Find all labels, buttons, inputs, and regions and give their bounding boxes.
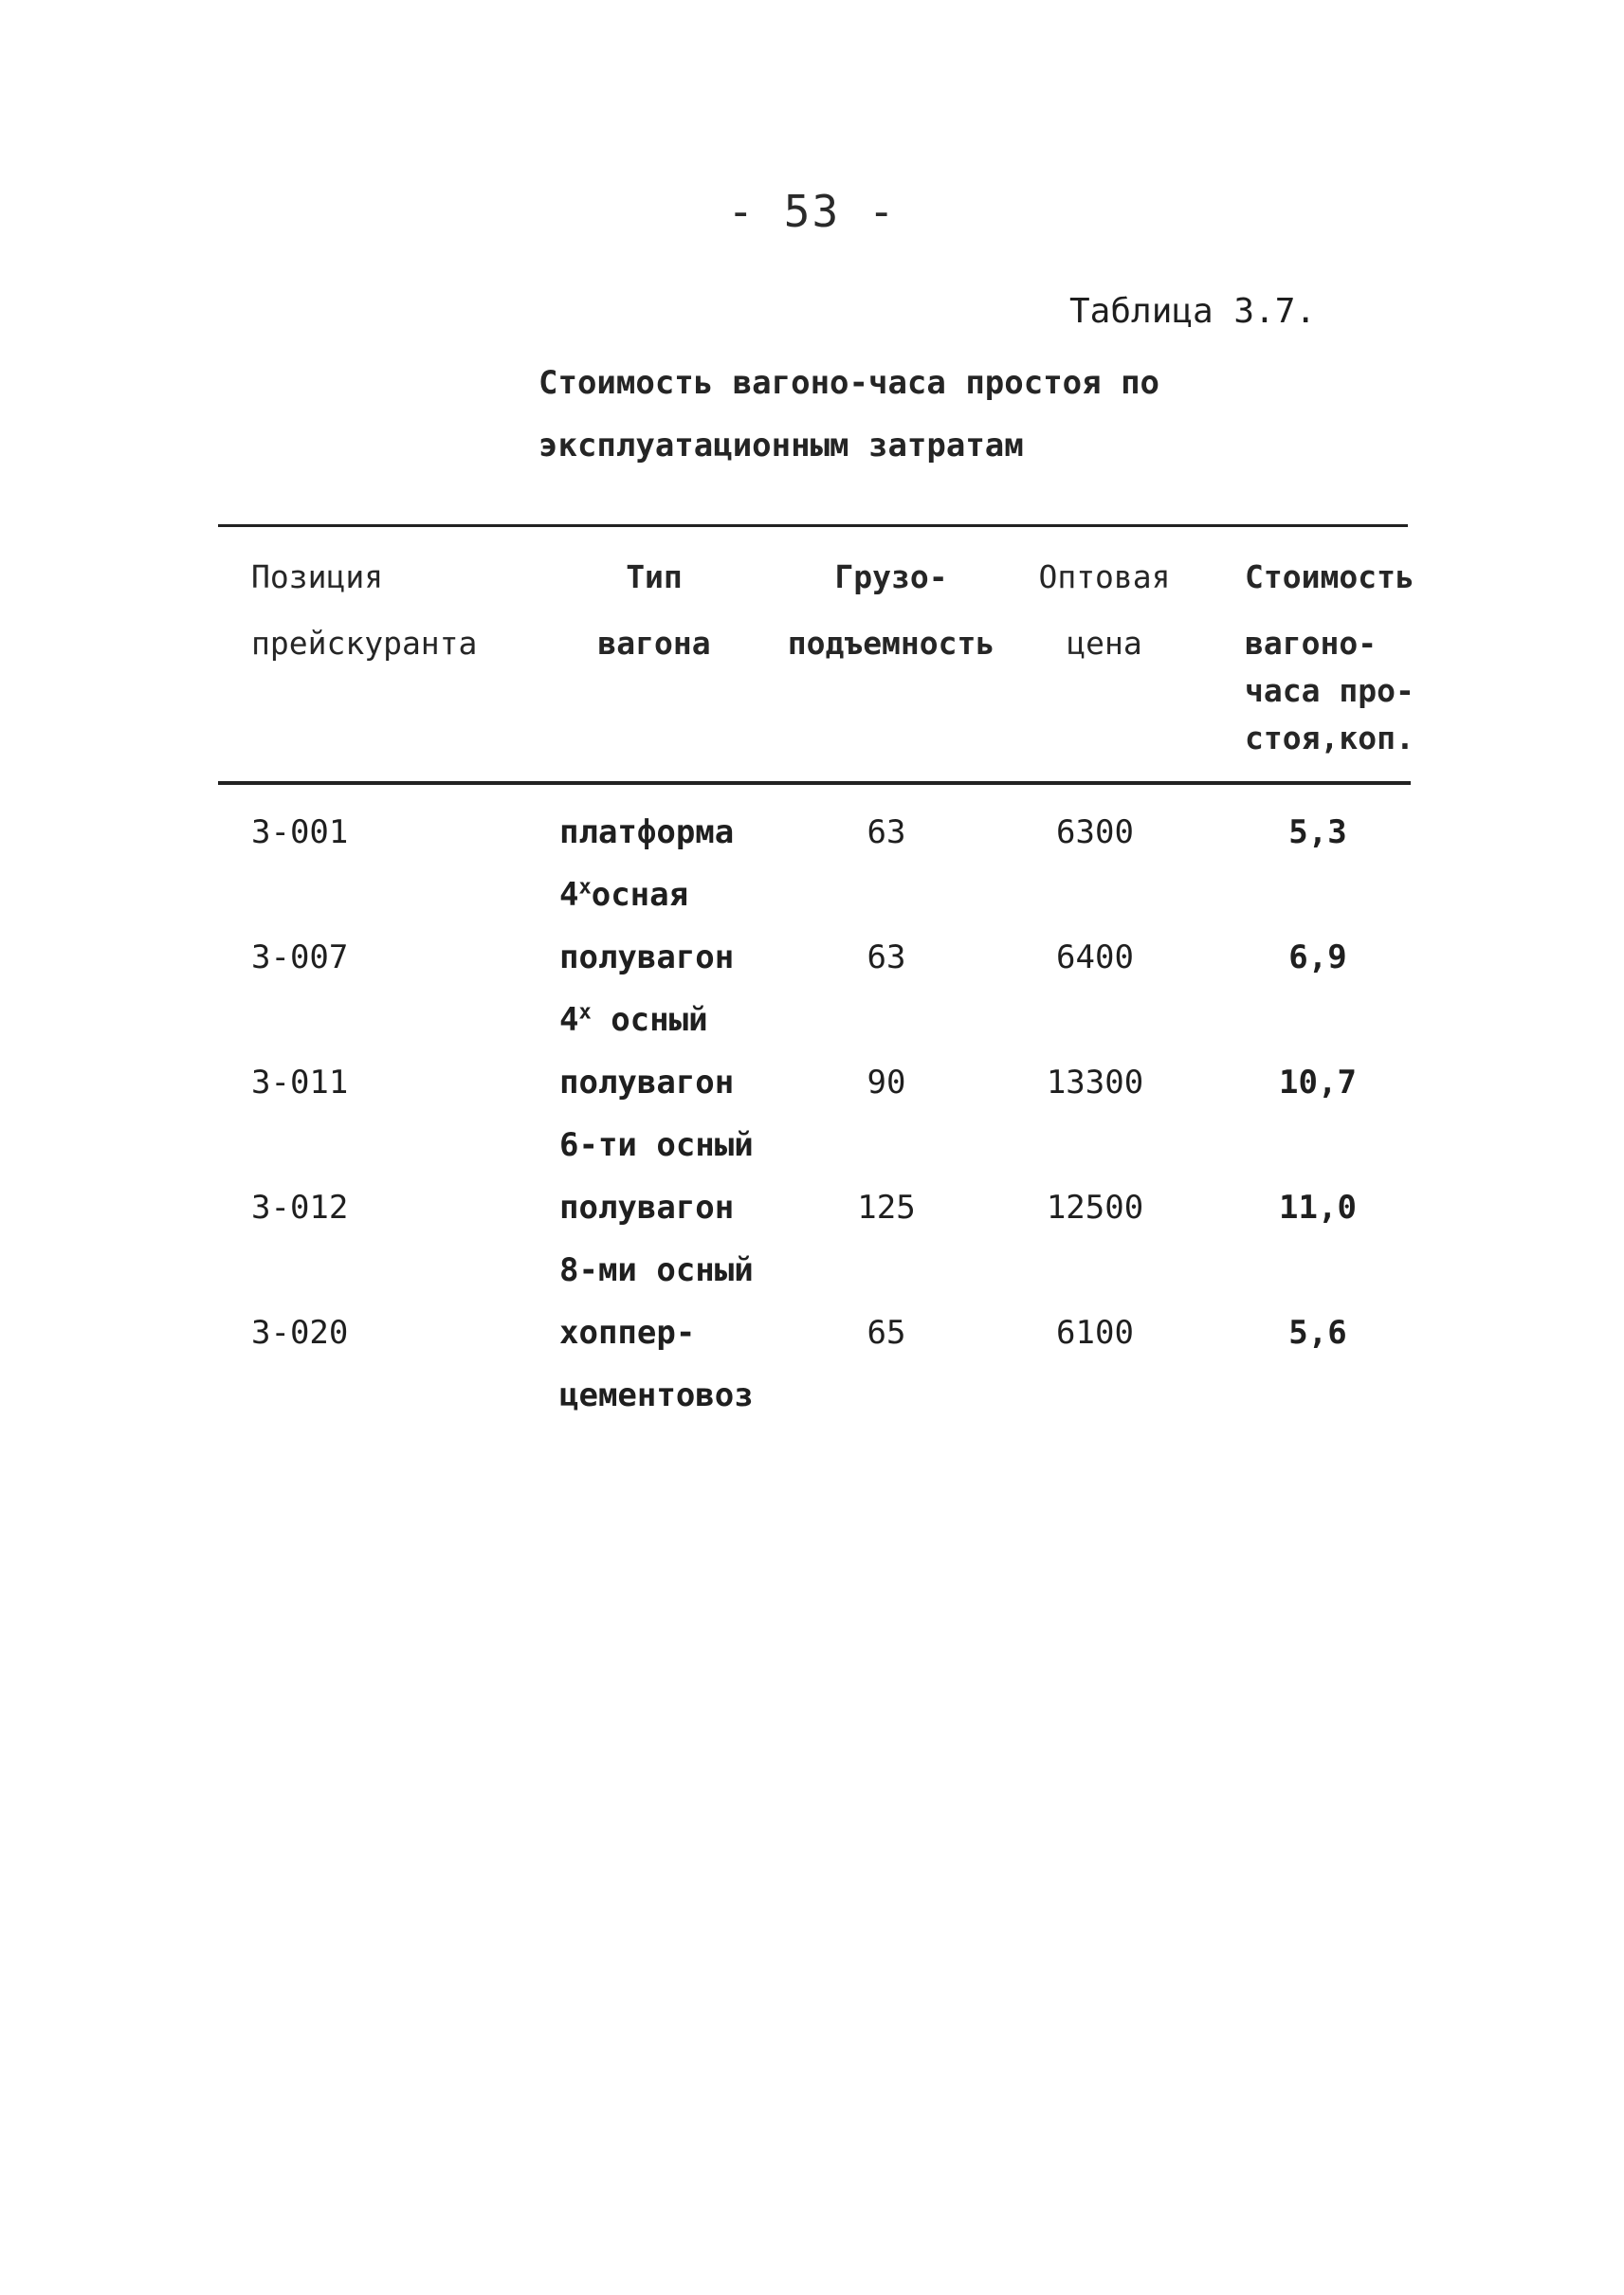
table-caption-line-2: эксплуатационным затратам (538, 427, 1024, 464)
cell-cost: 5,6 (1288, 1314, 1347, 1352)
cell-type-superscript: х (578, 875, 592, 900)
cell-price: 12500 (1046, 1189, 1144, 1227)
cell-capacity: 63 (867, 813, 906, 851)
cell-cost: 11,0 (1279, 1189, 1357, 1227)
cell-type-line-2 (559, 864, 688, 926)
cell-type-line-1: полувагон (559, 1189, 735, 1227)
cell-price: 6100 (1056, 1314, 1134, 1352)
cell-position: 3-007 (251, 938, 349, 976)
cell-type-axle-count: 4 (559, 876, 579, 914)
cell-type-line-2 (559, 1239, 754, 1302)
cell-cost: 10,7 (1279, 1064, 1357, 1102)
cell-price: 13300 (1046, 1064, 1144, 1102)
cell-type-suffix: цементовоз (559, 1376, 754, 1414)
cell-cost: 6,9 (1288, 938, 1347, 976)
cell-capacity: 125 (857, 1189, 916, 1227)
header-type: Тип вагона (597, 558, 711, 662)
cell-type-suffix: осный (591, 1001, 708, 1039)
header-position: Позиция прейскуранта (251, 558, 478, 662)
cell-type-line-1: полувагон (559, 1064, 735, 1102)
cell-type-axle-count: 4 (559, 1001, 579, 1039)
table-header-rule (218, 781, 1411, 785)
cell-type-suffix: осная (591, 876, 689, 914)
cell-position: 3-020 (251, 1314, 349, 1352)
cell-type-line-1: полувагон (559, 938, 735, 976)
cell-price: 6400 (1056, 938, 1134, 976)
table-caption-line-1: Стоимость вагоно-часа простоя по (538, 364, 1160, 402)
cell-type-superscript: х (578, 1000, 592, 1025)
cell-capacity: 65 (867, 1314, 906, 1352)
header-price: Оптовая цена (1038, 558, 1171, 662)
cell-price: 6300 (1056, 813, 1134, 851)
cell-cost: 5,3 (1288, 813, 1347, 851)
cell-position: 3-001 (251, 813, 349, 851)
cell-type-line-2 (559, 1114, 754, 1176)
cell-position: 3-011 (251, 1064, 349, 1102)
cell-type-suffix: 8-ми осный (559, 1251, 754, 1289)
cell-type-line-2 (559, 1364, 754, 1427)
cell-capacity: 63 (867, 938, 906, 976)
table-label: Таблица 3.7. (1069, 292, 1317, 331)
cell-position: 3-012 (251, 1189, 349, 1227)
header-cost: Стоимость вагоно- часа про- стоя,коп. (1245, 558, 1414, 756)
header-capacity: Грузо- подъемность (787, 558, 995, 662)
cell-type-line-2 (559, 989, 708, 1051)
table-top-rule (218, 524, 1408, 527)
cell-capacity: 90 (867, 1064, 906, 1102)
cell-type-line-1: хоппер- (559, 1314, 696, 1352)
cell-type-suffix: 6-ти осный (559, 1126, 754, 1164)
page-number: - 53 - (727, 186, 897, 237)
cell-type-line-1: платформа (559, 813, 735, 851)
